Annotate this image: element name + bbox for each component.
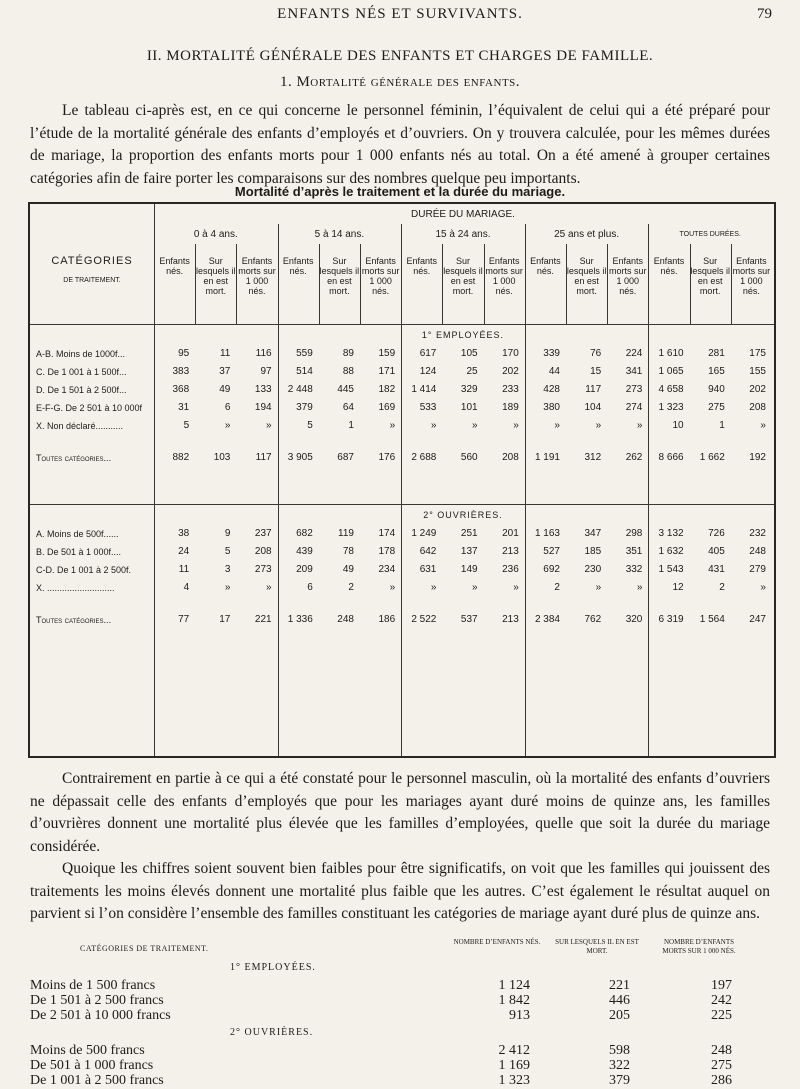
table-cell: 95 [178,348,190,359]
table-cell: 560 [460,452,478,463]
table-cell: 171 [378,366,396,377]
table-cell: 38 [178,528,190,539]
table-cell: 642 [419,546,437,557]
table-cell: 445 [337,384,354,395]
section-title: 2° OUVRIÈRES. [423,510,503,520]
column-header: Enfants nés. [653,256,685,276]
summary-section-title: 1° EMPLOYÉES. [230,962,316,973]
table-cell: 339 [543,348,560,359]
row-label: D. De 1 501 à 2 500f... [36,385,127,395]
running-header [0,6,800,26]
table-cell: 248 [337,614,354,625]
summary-cell: 286 [711,1073,732,1088]
row-label: X. Non déclaré........... [36,421,124,431]
table-cell: 940 [708,384,725,395]
table-cell: 2 448 [287,384,313,395]
table-cell: 201 [502,528,519,539]
table-cell: 101 [460,402,478,413]
table-cell: 3 [224,564,231,575]
summary-row-label: Moins de 500 francs [30,1043,145,1058]
table-cell: 2 [719,582,725,593]
table-cell: 273 [625,384,643,395]
column-header: Enfants nés. [406,256,438,276]
group-divider [401,224,402,756]
table-cell: 347 [584,528,602,539]
table-cell: 31 [178,402,190,413]
summary-cell: 322 [609,1058,630,1073]
summary-cell: 598 [609,1043,630,1058]
table-cell: 77 [178,614,190,625]
row-label: Toutes catégories... [36,615,112,625]
table-cell: 8 666 [658,452,684,463]
table-cell: 312 [584,452,602,463]
table-cell: 234 [378,564,396,575]
section-subtitle: 1. Mortalité générale des enfants. [279,74,521,90]
column-header: Enfants morts sur 1 000 nés. [485,256,523,296]
table-cell: 159 [378,348,396,359]
table-cell: 631 [419,564,437,575]
table-cell: 617 [419,348,437,359]
table-cell: 1 [719,420,725,431]
running-title: ENFANTS NÉS ET SURVIVANTS. [277,6,523,22]
table-cell: 78 [342,546,354,557]
table-cell: 1 610 [658,348,684,359]
table-cell: 248 [749,546,766,557]
table-cell: 1 191 [534,452,560,463]
table-cell: 169 [378,402,396,413]
table-cell: 2 [348,582,354,593]
summary-head-col: NOMBRE D’ENFANTS NÉS. [453,938,541,946]
table-cell: 320 [625,614,643,625]
table-cell: 1 323 [658,402,684,413]
table-cell: 692 [543,564,560,575]
table-cell: 1 564 [699,614,725,625]
duration-header: 0 à 4 ans. [193,229,238,240]
row-label: C. De 1 001 à 1 500f... [36,367,127,377]
row-label: B. De 501 à 1 000f.... [36,547,122,557]
table-cell: 3 905 [287,452,313,463]
table-cell: 209 [296,564,313,575]
summary-cell: 205 [609,1008,630,1023]
table-cell: 208 [749,402,766,413]
intro-paragraph: Le tableau ci-après est, en ce qui concerne le personnel féminin, l’équivalent de celui qui a été préparé pour l’étude de la mortalité générale des enfants d’employés et d’ouvriers. On y trouvera calculée, pour les mêmes durées de mariage, la proportion des enfants morts pour 1 000 enfants nés au total. On a été amené à grouper certaines catégories afin de faire porter les comparaisons sur des nombres quelque peu importants. [30,102,770,187]
row-label: A. Moins de 500f...... [36,529,119,539]
table-cell: » [472,420,478,431]
table-cell: » [389,420,396,431]
summary-head-col: SUR LESQUELS IL EN EST MORT. [555,938,639,955]
table-cell: 1 632 [658,546,684,557]
table-cell: 341 [625,366,643,377]
table-cell: 117 [585,384,602,395]
table-cell: 221 [254,614,272,625]
table-cell: 24 [178,546,190,557]
row-label: C-D. De 1 001 à 2 500f. [36,565,132,575]
table-cell: 11 [178,564,190,575]
table-cell: 202 [502,366,519,377]
table-cell: 44 [548,366,560,377]
section-title: II. MORTALITÉ GÉNÉRALE DES ENFANTS ET CHARGES DE FAMILLE. [146,48,654,64]
table-cell: » [636,582,643,593]
row-label: E-F-G. De 2 501 à 10 000f [36,403,143,413]
page-number: 79 [757,6,772,22]
table-cell: 89 [342,348,354,359]
table-cell: 682 [296,528,313,539]
table-cell: 213 [502,546,519,557]
table-cell: 202 [749,384,766,395]
table-cell: 428 [543,384,560,395]
paragraph-3: Quoique les chiffres soient souvent bien faibles pour être significatifs, on voit que les familles qui jouissent des traitements les moins élevés donnent une mortalité plus faible que les autres. C’est également le résultat auquel on parvient si l’on considère l’ensemble des familles constituant les catégories de mariage ayant duré plus de quinze ans. [30,860,770,922]
table-cell: 2 [554,582,560,593]
table-cell: 165 [708,366,725,377]
duration-header: TOUTES DURÉES. [679,231,741,238]
summary-section-title: 2° OUVRIÈRES. [230,1027,314,1038]
table-cell: 1 065 [658,366,684,377]
table-cell: 236 [502,564,519,575]
table-cell: » [636,420,643,431]
table-cell: 9 [224,528,231,539]
table-cell: 116 [255,348,272,359]
table-cell: 405 [708,546,725,557]
column-header: Enfants morts sur 1 000 nés. [361,256,400,296]
column-header: Enfants morts sur 1 000 nés. [238,256,276,296]
mortality-table [28,202,776,758]
table-cell: 182 [378,384,396,395]
table-cell: 12 [672,582,684,593]
column-header: Sur lesquels il en est mort. [443,256,483,296]
summary-row-label: De 501 à 1 000 francs [30,1058,154,1073]
summary-cell: 197 [711,978,732,993]
summary-cell: 2 412 [498,1043,530,1058]
column-header: Sur lesquels il en est mort. [196,256,236,296]
summary-cell: 446 [609,993,630,1008]
table-cell: 1 662 [699,452,725,463]
table-cell: » [513,420,519,431]
column-header: Enfants nés. [530,256,561,276]
table-cell: 10 [672,420,684,431]
table-cell: 11 [219,348,231,359]
paragraph-2: Contrairement en partie à ce qui a été constaté pour le personnel masculin, où la mortalité des enfants d’ouvriers ne dépassait celle des enfants d’employés que pour les mariages ayant duré moins de quinze ans, les familles d’ouvrières donnent une mortalité plus élevée que les familles d’employées, quelle que soit la durée du mariage considérée. [30,770,770,855]
table-cell: 155 [749,366,766,377]
table-cell: 230 [584,564,602,575]
table-cell: » [389,582,396,593]
table-cell: 170 [502,348,519,359]
table-cell: 119 [338,528,354,539]
table-cell: 273 [254,564,272,575]
table-cell: 6 319 [658,614,684,625]
table-cell: 1 414 [411,384,437,395]
table-cell: 224 [625,348,643,359]
table-cell: 6 [224,402,231,413]
table-cell: 208 [502,452,519,463]
table-cell: 559 [296,348,313,359]
table-cell: 882 [172,452,190,463]
column-header: Enfants nés. [282,256,314,276]
summary-cell: 913 [509,1008,530,1023]
table-cell: 262 [625,452,643,463]
stub-header: CATÉGORIES [51,255,133,267]
table-cell: 176 [378,452,396,463]
table-cell: » [472,582,478,593]
table-cell: 383 [172,366,190,377]
table-cell: 97 [260,366,272,377]
table-cell: 527 [543,546,560,557]
summary-head-col: NOMBRE D’ENFANTS MORTS SUR 1 000 NÉS. [662,938,736,955]
table-cell: 3 132 [658,528,684,539]
column-header: Enfants nés. [159,256,190,276]
group-divider [278,224,279,756]
table-cell: 174 [378,528,396,539]
table-cell: 279 [749,564,766,575]
summary-row-label: De 1 001 à 2 500 francs [30,1073,164,1088]
summary-head-label: CATÉGORIES DE TRAITEMENT. [80,944,209,953]
row-label: Toutes catégories... [36,453,112,463]
table-caption: Mortalité d’après le traitement et la durée du mariage. [234,184,566,199]
table-cell: 5 [307,420,313,431]
table-cell: 133 [254,384,272,395]
table-cell: 380 [543,402,560,413]
table-cell: 103 [213,452,231,463]
table-cell: 329 [460,384,478,395]
table-cell: 533 [419,402,437,413]
table-cell: 275 [708,402,725,413]
summary-cell: 379 [609,1073,630,1088]
table-cell: 17 [219,614,231,625]
table-cell: 49 [219,384,231,395]
table-cell: 76 [590,348,602,359]
table-cell: 137 [460,546,478,557]
table-cell: 1 163 [534,528,560,539]
table-cell: » [554,420,560,431]
table-cell: 537 [460,614,478,625]
table-cell: » [595,582,602,593]
group-divider [525,224,526,756]
table-cell: 194 [254,402,272,413]
table-cell: 351 [625,546,643,557]
table-cell: 6 [307,582,313,593]
table-cell: 1 249 [411,528,437,539]
table-cell: 37 [219,366,231,377]
row-label: X. ........................... [36,583,115,593]
table-cell: 332 [625,564,643,575]
summary-row-label: De 2 501 à 10 000 francs [30,1008,171,1023]
table-cell: 298 [625,528,643,539]
table-cell: » [266,420,272,431]
table-cell: 105 [460,348,478,359]
column-header: Sur lesquels il en est mort. [690,256,730,296]
table-cell: 281 [708,348,725,359]
table-cell: » [595,420,602,431]
table-cell: 5 [183,420,190,431]
duration-header: 15 à 24 ans. [435,229,491,240]
table-cell: » [224,582,231,593]
table-cell: 726 [708,528,725,539]
summary-cell: 225 [711,1008,732,1023]
table-cell: » [430,420,437,431]
table-cell: 185 [584,546,602,557]
table-cell: 2 384 [534,614,560,625]
table-cell: 189 [502,402,519,413]
summary-cell: 248 [711,1043,732,1058]
table-cell: 4 658 [658,384,684,395]
column-header: Sur lesquels il en est mort. [319,256,360,296]
summary-row-label: Moins de 1 500 francs [30,978,156,993]
table-cell: 88 [342,366,354,377]
summary-cell: 1 323 [498,1073,530,1088]
summary-cell: 242 [711,993,732,1008]
table-cell: 237 [254,528,272,539]
table-cell: 124 [419,366,437,377]
duration-header: 25 ans et plus. [554,229,620,240]
table-cell: 175 [749,348,766,359]
duration-header: 5 à 14 ans. [314,229,365,240]
table-cell: 192 [749,452,766,463]
summary-cell: 1 842 [498,993,530,1008]
table-cell: 233 [502,384,519,395]
table-cell: » [760,420,766,431]
table-cell: 186 [378,614,396,625]
table-cell: 762 [584,614,602,625]
table-cell: 1 543 [658,564,684,575]
table-cell: » [266,582,272,593]
table-cell: 274 [625,402,643,413]
table-cell: 247 [749,614,766,625]
table-cell: 251 [460,528,478,539]
table-cell: » [513,582,519,593]
stub-subheader: DE TRAITEMENT. [63,277,121,284]
stub-divider [154,204,155,756]
table-cell: 149 [460,564,478,575]
group-divider [648,224,649,756]
table-cell: 687 [337,452,354,463]
header-rule [30,324,774,325]
table-cell: 208 [254,546,272,557]
summary-cell: 221 [609,978,630,993]
section-title: 1° EMPLOYÉES. [421,330,505,340]
table-cell: 213 [502,614,519,625]
table-cell: 368 [172,384,190,395]
column-header: Enfants morts sur 1 000 nés. [732,256,771,296]
table-cell: » [224,420,231,431]
table-cell: 49 [342,564,354,575]
row-label: A-B. Moins de 1000f... [36,349,126,359]
summary-row-label: De 1 501 à 2 500 francs [30,993,164,1008]
table-cell: » [430,582,437,593]
table-cell: 178 [378,546,396,557]
table-cell: 64 [342,402,354,413]
table-cell: 117 [255,452,272,463]
summary-cell: 1 169 [498,1058,530,1073]
table-cell: 2 522 [411,614,437,625]
table-cell: 1 [348,420,354,431]
table-cell: 25 [466,366,478,377]
table-cell: 5 [224,546,231,557]
table-cell: 431 [708,564,725,575]
table-cell: 15 [590,366,602,377]
table-cell: 4 [183,582,190,593]
table-cell: 379 [296,402,313,413]
summary-cell: 275 [711,1058,732,1073]
table-cell: 1 336 [287,614,313,625]
section-rule [30,504,774,505]
column-header: Sur lesquels il en est mort. [566,256,607,296]
table-cell: » [760,582,766,593]
table-cell: 439 [296,546,313,557]
table-cell: 232 [749,528,766,539]
table-cell: 104 [584,402,602,413]
table-cell: 514 [296,366,313,377]
column-header: Enfants morts sur 1 000 nés. [609,256,647,296]
table-cell: 2 688 [411,452,437,463]
summary-cell: 1 124 [498,978,530,993]
super-header: DURÉE DU MARIAGE. [411,209,515,220]
